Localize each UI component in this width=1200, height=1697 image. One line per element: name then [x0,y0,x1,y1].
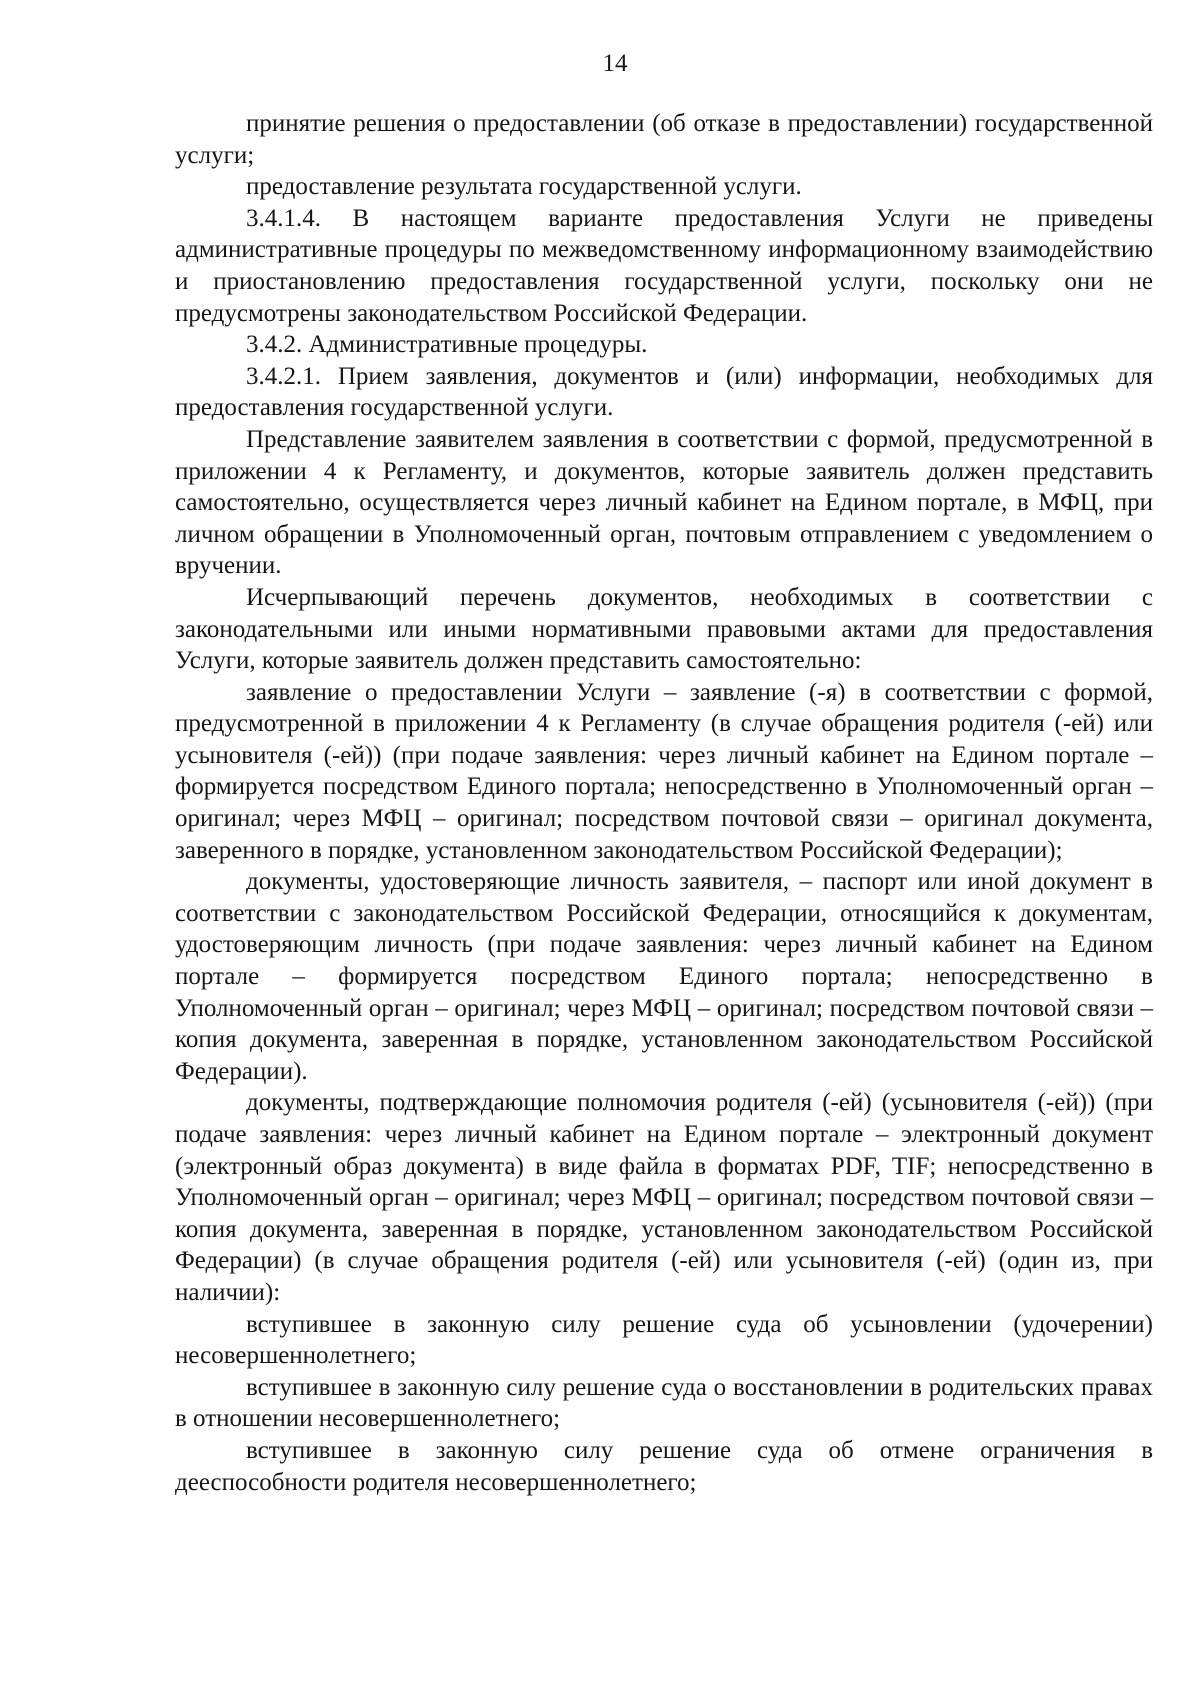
document-body [175,108,1153,1498]
paragraph: вступившее в законную силу решение суда об отмене ограничения в дееспособности родителя несовершеннолетнего; [175,1436,1153,1496]
paragraph: вступившее в законную силу решение суда об усыновлении (удочерении) несовершеннолетнего; [175,1310,1153,1370]
paragraph: документы, удостоверяющие личность заявителя, – паспорт или иной документ в соответствии с законодательством Российской Федерации, относящийся к документам, удостоверяющим личность (при подаче заявления: через личный кабинет на Едином портале – формируется посредством Единого портала; непосредственно в Уполномоченный орган – оригинал; через МФЦ – оригинал; посредством почтовой связи – копия документа, заверенная в порядке, установленном законодательством Российской Федерации). [175,868,1153,1085]
paragraph: предоставление результата государственной услуги. [246,173,802,201]
paragraph: 3.4.2. Административные процедуры. [246,331,648,359]
paragraph: документы, подтверждающие полномочия родителя (-ей) (усыновителя (-ей)) (при подаче заявления: через личный кабинет на Едином портале – электронный документ (электронный образ документа) в виде файла в форматах PDF, TIF; непосредственно в Уполномоченный орган – оригинал; через МФЦ – оригинал; посредством почтовой связи – копия документа, заверенная в порядке, установленном законодательством Российской Федерации) (в случае обращения родителя (-ей) или усыновителя (-ей) (один из, при наличии): [175,1089,1153,1306]
paragraph: 3.4.1.4. В настоящем варианте предоставления Услуги не приведены административные процедуры по межведомственному информационному взаимодействию и приостановлению предоставления государственной услуги, поскольку они не предусмотрены законодательством Российской Федерации. [175,204,1153,327]
paragraph: Исчерпывающий перечень документов, необходимых в соответствии с законодательными или иными нормативными правовыми актами для предоставления Услуги, которые заявитель должен представить самостоятельно: [175,583,1153,675]
paragraph: принятие решения о предоставлении (об отказе в предоставлении) государственной услуги; [175,110,1153,169]
page-number: 14 [602,50,628,77]
paragraph: Представление заявителем заявления в соответствии с формой, предусмотренной в приложении 4 к Регламенту, и документов, которые заявитель должен представить самостоятельно, осуществляется через личный кабинет на Едином портале, в МФЦ, при личном обращении в Уполномоченный орган, почтовым отправлением с уведомлением о вручении. [175,425,1153,580]
paragraph: вступившее в законную силу решение суда о восстановлении в родительских правах в отношении несовершеннолетнего; [175,1373,1153,1433]
paragraph: заявление о предоставлении Услуги – заявление (-я) в соответствии с формой, предусмотренной в приложении 4 к Регламенту (в случае обращения родителя (-ей) или усыновителя (-ей)) (при подаче заявления: через личный кабинет на Едином портале – формируется посредством Единого портала; непосредственно в Уполномоченный орган – оригинал; через МФЦ – оригинал; посредством почтовой связи – оригинал документа, заверенного в порядке, установленном законодательством Российской Федерации); [175,678,1153,864]
paragraph: 3.4.2.1. Прием заявления, документов и (или) информации, необходимых для предоставления государственной услуги. [175,362,1153,422]
